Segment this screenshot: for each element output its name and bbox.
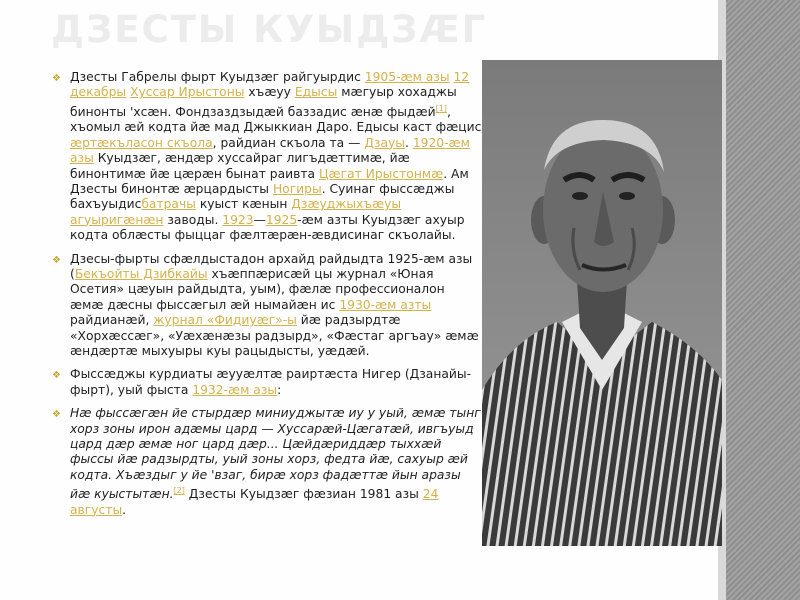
inline-link[interactable]: 1920-æм азы: [70, 135, 470, 166]
inline-link[interactable]: Дзауы: [364, 135, 405, 150]
paragraph-text: —: [253, 212, 266, 227]
bullet-diamond-icon: ❖: [52, 73, 61, 84]
slide-side-decoration: [726, 0, 800, 600]
inline-link[interactable]: батрачы: [141, 197, 196, 212]
paragraph-text: , райдиан скъола та —: [212, 135, 365, 150]
paragraph-text: . Ам Дзесты бинонтæ æрцардысты: [70, 166, 469, 196]
paragraph: [52, 406, 482, 518]
paragraph-text: Дзесты Габрелы фырт Куыдзæг райгуырдис: [70, 70, 365, 84]
paragraph: [52, 252, 482, 360]
inline-link[interactable]: Бекъойты Дзибкайы: [74, 266, 208, 281]
bullet-diamond-icon: ❖: [52, 370, 61, 382]
inline-link[interactable]: 1923: [222, 212, 254, 227]
paragraph-text: Дзесты Куыдзæг фæзиан 1981 азы: [184, 487, 423, 502]
inline-link[interactable]: 12 декабры: [70, 70, 470, 100]
paragraph-text: . Суинаг фыссæджы бахъуыдис: [70, 181, 455, 212]
paragraph-text: куыст кæнын: [195, 197, 292, 212]
slide-body: [52, 70, 482, 526]
paragraph-text: .: [122, 502, 127, 517]
paragraph-text: :: [277, 382, 282, 397]
paragraph-text: мæгуыр хохаджы бинонты 'хсæн. Фондзаздзыдæй баззадис æнæ фыдæй: [70, 85, 457, 119]
paragraph-text: , хъомыл æй кодта йæ мад Джыккиан Даро. Едысы каст фæцис: [70, 104, 482, 135]
paragraph-text: хъæппæрисæй цы журнал «Юная Осетия» цæуын райдыдта, уым), фæлæ профессионалон æмæ дæсны фыссæгыл æй нымайæн ис: [70, 266, 445, 312]
paragraph-text: йæ радзырдтæ «Хорхæссæг», «Уæхæнæзы радзырд», «Фæстаг аргъау» æмæ æндæртæ мыхуыры куы рацыдысты, уæдæй.: [70, 313, 479, 358]
portrait-illustration: [482, 60, 722, 546]
inline-link[interactable]: 1925: [265, 212, 298, 227]
inline-link[interactable]: Хуссар Ирыстоны: [130, 85, 245, 100]
paragraph-text: Дзесы-фырты сфæлдыстадон архайд райдыдта 1925-æм азы (: [70, 251, 473, 281]
inline-link[interactable]: Цæгат Ирыстонмæ: [318, 166, 444, 181]
inline-link[interactable]: Едысы: [294, 85, 338, 100]
inline-link[interactable]: 24 августы: [70, 487, 439, 517]
footnote-ref[interactable]: [1]: [435, 103, 447, 113]
inline-link[interactable]: журнал «Фидиуæг»-ы: [153, 313, 297, 328]
inline-link[interactable]: 1932-æм азы: [192, 382, 278, 397]
paragraph-text: заводы.: [163, 212, 223, 227]
inline-link[interactable]: агуыригæнæн: [70, 212, 164, 227]
bullet-diamond-icon: ❖: [52, 254, 61, 266]
paragraph-text: .: [405, 135, 413, 150]
paragraph: [52, 70, 482, 244]
paragraph: [52, 367, 482, 398]
quote-text: Нæ фыссæгæн йе стырдæр миниуджытæ иу у уый, æмæ тынг хорз зоны ирон адæмы цард — Хуссарæй-Цæгатæй, ивгъуыд цард дæр æмæ ног цард дæр... Цæйдæриддæр тыххæй фыссы йæ радзырдты, уый зоны хорз, федта йæ, сахуыр æй кодта. Хъæздыг у йе 'взаг, бирæ хорз фадæттæ йын аразы йæ куыстытæн.: [70, 406, 481, 502]
inline-link[interactable]: Дзæуджыхъæуы: [291, 197, 402, 212]
inline-link[interactable]: 1930-æм азты: [339, 297, 432, 312]
paragraph-text: Куыдзæг, æндæр хуссайраг лигъдæттимæ, йæ бинонтимæ йæ цæрæн бынат раивта: [70, 151, 410, 181]
portrait-photo: [482, 60, 722, 546]
paragraph-text: -æм азты Куыдзæг ахуыр кодта облæсты фыццаг фæлтæрæн-æвдисинаг скъолайы.: [70, 212, 465, 243]
inline-link[interactable]: æртæкъласон скъола: [70, 135, 213, 150]
footnote-ref[interactable]: [2]: [173, 486, 185, 496]
paragraph-text: Фыссæджы курдиаты æууæлтæ раиртæста Нигер (Дзанайы-фырт), уый фыста: [70, 367, 472, 397]
slide-title: ДЗЕСТЫ КУЫДЗÆГ: [51, 8, 488, 51]
inline-link[interactable]: Ногиры: [272, 181, 322, 196]
inline-link[interactable]: 1905-æм азы: [364, 70, 450, 84]
paragraph-text: райдианæй,: [70, 313, 154, 328]
paragraph-text: хъæуу: [244, 85, 295, 100]
bullet-diamond-icon: ❖: [52, 409, 61, 421]
